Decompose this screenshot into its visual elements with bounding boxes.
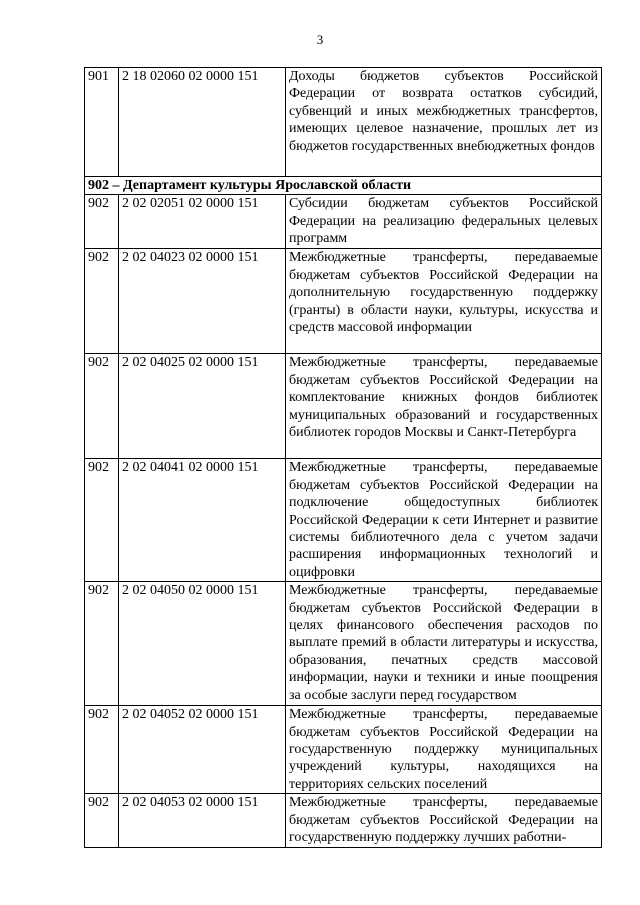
description-cell: Межбюджетные трансферты, передаваемые бюджетам субъектов Российской Федерации на государственную поддержку муниципальных учреждений культуры, находящихся на территориях сельских поселений (286, 706, 602, 794)
admin-code-cell: 902 (85, 459, 119, 582)
budget-code-cell: 2 02 04025 02 0000 151 (119, 354, 286, 459)
budget-code-cell: 2 02 02051 02 0000 151 (119, 195, 286, 249)
budget-code-cell: 2 02 04041 02 0000 151 (119, 459, 286, 582)
table-row (85, 195, 602, 249)
table-row (85, 68, 602, 177)
table-row (85, 459, 602, 582)
table-row (85, 582, 602, 706)
page-number: 3 (316, 32, 324, 47)
description-cell: Межбюджетные трансферты, передаваемые бюджетам субъектов Российской Федерации на комплектование книжных фондов библиотек муниципальных образований и государственных библиотек городов Москвы и Санкт-Петербурга (286, 354, 602, 459)
budget-code-cell: 2 02 04023 02 0000 151 (119, 249, 286, 354)
description-cell: Доходы бюджетов субъектов Российской Федерации от возврата остатков субсидий, субвенций и иных межбюджетных трансфертов, имеющих целевое назначение, прошлых лет из бюджетов государственных внебюджетных фондов (286, 68, 602, 177)
admin-code-cell: 902 (85, 794, 119, 848)
admin-code-cell: 902 (85, 706, 119, 794)
admin-code-cell: 902 (85, 195, 119, 249)
admin-code-cell: 902 (85, 582, 119, 706)
table-row (85, 354, 602, 459)
section-title: 902 – Департамент культуры Ярославской области (85, 177, 602, 195)
admin-code-cell: 901 (85, 68, 119, 177)
budget-code-cell: 2 02 04053 02 0000 151 (119, 794, 286, 848)
budget-code-cell: 2 02 04050 02 0000 151 (119, 582, 286, 706)
income-codes-table (84, 67, 602, 848)
description-cell: Межбюджетные трансферты, передаваемые бюджетам субъектов Российской Федерации на подключение общедоступных библиотек Российской Федерации к сети Интернет и развитие системы библиотечного дела с учетом задачи расширения информационных технологий и оцифровки (286, 459, 602, 582)
section-header-row (85, 177, 602, 195)
admin-code-cell: 902 (85, 249, 119, 354)
description-cell: Межбюджетные трансферты, передаваемые бюджетам субъектов Российской Федерации на государственную поддержку лучших работни- (286, 794, 602, 848)
budget-code-cell: 2 18 02060 02 0000 151 (119, 68, 286, 177)
description-cell: Межбюджетные трансферты, передаваемые бюджетам субъектов Российской Федерации в целях финансового обеспечения расходов по выплате премий в области литературы и искусства, образования, печатных средств массовой информации, науки и техники и иные поощрения за особые заслуги перед государством (286, 582, 602, 706)
description-cell: Межбюджетные трансферты, передаваемые бюджетам субъектов Российской Федерации на дополнительную государственную поддержку (гранты) в области науки, культуры, искусства и средств массовой информации (286, 249, 602, 354)
admin-code-cell: 902 (85, 354, 119, 459)
description-cell: Субсидии бюджетам субъектов Российской Федерации на реализацию федеральных целевых программ (286, 195, 602, 249)
table-row (85, 249, 602, 354)
table-row (85, 706, 602, 794)
table-row (85, 794, 602, 848)
budget-code-cell: 2 02 04052 02 0000 151 (119, 706, 286, 794)
